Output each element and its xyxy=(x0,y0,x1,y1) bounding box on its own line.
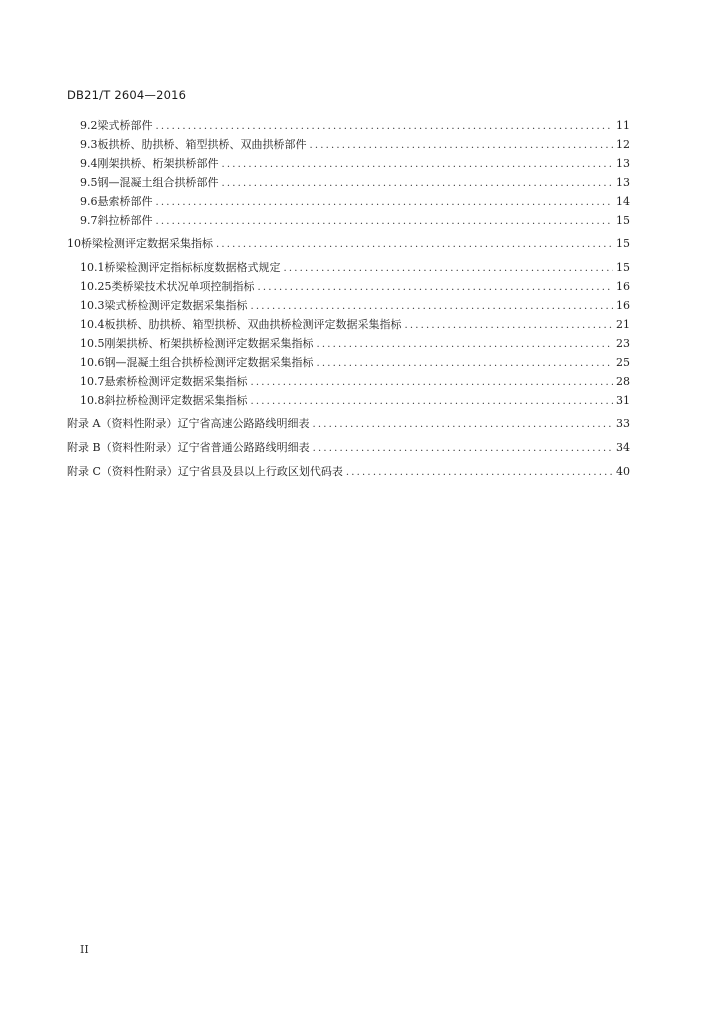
toc-entry-10-1[interactable] xyxy=(80,260,630,276)
toc-leader-dots xyxy=(251,394,614,410)
toc-entry-title: 板拱桥、肋拱桥、箱型拱桥、双曲拱桥检测评定数据采集指标 xyxy=(104,318,402,331)
toc-entry-10-4[interactable] xyxy=(80,317,630,333)
toc-leader-dots xyxy=(156,195,614,211)
toc-entry-title: 斜拉桥部件 xyxy=(97,214,153,227)
toc-entry-title: 悬索桥检测评定数据采集指标 xyxy=(104,375,248,388)
toc-entry-number: 9.2 xyxy=(80,119,98,132)
toc-leader-dots xyxy=(156,119,614,135)
toc-entry-10[interactable] xyxy=(67,236,630,252)
header-rule xyxy=(67,110,630,111)
toc-entry-title: 梁式桥部件 xyxy=(97,119,153,132)
toc-entry-title: 辽宁省普通公路路线明细表 xyxy=(177,441,310,454)
toc-entry-9-4[interactable] xyxy=(80,156,630,172)
page-number: II xyxy=(80,943,89,956)
toc-entry-appendix-c[interactable] xyxy=(67,464,630,480)
toc-entry-number: 10.5 xyxy=(80,337,105,350)
toc-leader-dots xyxy=(251,299,614,315)
toc-entry-number: 附录 B（资料性附录） xyxy=(67,441,178,454)
toc-entry-number: 10.4 xyxy=(80,318,105,331)
toc-entry-number: 9.4 xyxy=(80,157,98,170)
toc-entry-10-2[interactable] xyxy=(80,279,630,295)
toc-entry-page: 11 xyxy=(616,119,630,132)
toc-entry-title: 5类桥梁技术状况单项控制指标 xyxy=(104,280,255,293)
toc-entry-number: 9.6 xyxy=(80,195,98,208)
toc-entry-page: 40 xyxy=(616,465,630,478)
toc-entry-9-7[interactable] xyxy=(80,213,630,229)
toc-entry-page: 31 xyxy=(616,394,630,407)
toc-leader-dots xyxy=(156,214,614,230)
toc-entry-10-6[interactable] xyxy=(80,355,630,371)
toc-entry-9-2[interactable] xyxy=(80,118,630,134)
toc-leader-dots xyxy=(313,441,613,457)
toc-entry-title: 斜拉桥检测评定数据采集指标 xyxy=(104,394,248,407)
toc-entry-page: 21 xyxy=(616,318,630,331)
toc-entry-page: 14 xyxy=(616,195,630,208)
toc-entry-number: 10.3 xyxy=(80,299,105,312)
toc-entry-number: 9.7 xyxy=(80,214,98,227)
toc-leader-dots xyxy=(258,280,614,296)
toc-entry-appendix-b[interactable] xyxy=(67,440,630,456)
toc-entry-title: 刚架拱桥、桁架拱桥部件 xyxy=(97,157,219,170)
toc-leader-dots xyxy=(216,237,613,253)
toc-entry-title: 钢—混凝土组合拱桥部件 xyxy=(97,176,219,189)
toc-entry-page: 13 xyxy=(616,176,630,189)
toc-entry-appendix-a[interactable] xyxy=(67,416,630,432)
toc-entry-title: 板拱桥、肋拱桥、箱型拱桥、双曲拱桥部件 xyxy=(97,138,307,151)
toc-entry-page: 16 xyxy=(616,299,630,312)
toc-entry-number: 10.6 xyxy=(80,356,105,369)
toc-leader-dots xyxy=(317,337,614,353)
toc-entry-title: 桥梁检测评定指标标度数据格式规定 xyxy=(104,261,281,274)
toc-leader-dots xyxy=(405,318,614,334)
toc-entry-title: 梁式桥检测评定数据采集指标 xyxy=(104,299,248,312)
toc-entry-number: 附录 A（资料性附录） xyxy=(67,417,178,430)
toc-entry-number: 10.8 xyxy=(80,394,105,407)
toc-entry-page: 23 xyxy=(616,337,630,350)
toc-entry-page: 34 xyxy=(616,441,630,454)
toc-entry-title: 刚架拱桥、桁架拱桥检测评定数据采集指标 xyxy=(104,337,314,350)
toc-leader-dots xyxy=(251,375,614,391)
toc-entry-title: 辽宁省县及县以上行政区划代码表 xyxy=(177,465,343,478)
toc-entry-page: 15 xyxy=(616,237,630,250)
toc-entry-10-7[interactable] xyxy=(80,374,630,390)
toc-entry-page: 15 xyxy=(616,261,630,274)
toc-entry-page: 28 xyxy=(616,375,630,388)
toc-entry-title: 钢—混凝土组合拱桥检测评定数据采集指标 xyxy=(104,356,314,369)
toc-entry-number: 10.7 xyxy=(80,375,105,388)
toc-entry-10-3[interactable] xyxy=(80,298,630,314)
toc-leader-dots xyxy=(222,176,614,192)
toc-leader-dots xyxy=(222,157,614,173)
toc-entry-page: 12 xyxy=(616,138,630,151)
toc-entry-number: 9.3 xyxy=(80,138,98,151)
toc-leader-dots xyxy=(312,417,613,433)
toc-entry-page: 33 xyxy=(616,417,630,430)
toc-entry-page: 16 xyxy=(616,280,630,293)
toc-entry-9-5[interactable] xyxy=(80,175,630,191)
toc-entry-10-8[interactable] xyxy=(80,393,630,409)
toc-entry-number: 10.2 xyxy=(80,280,105,293)
toc-entry-9-3[interactable] xyxy=(80,137,630,153)
toc-entry-number: 10.1 xyxy=(80,261,105,274)
toc-entry-title: 悬索桥部件 xyxy=(97,195,153,208)
toc-entry-9-6[interactable] xyxy=(80,194,630,210)
toc-entry-10-5[interactable] xyxy=(80,336,630,352)
toc-entry-number: 9.5 xyxy=(80,176,98,189)
toc-leader-dots xyxy=(346,465,613,481)
toc-entry-title: 桥梁检测评定数据采集指标 xyxy=(81,237,213,250)
toc-leader-dots xyxy=(284,261,614,277)
toc-entry-number: 附录 C（资料性附录） xyxy=(67,465,178,478)
toc-leader-dots xyxy=(310,138,614,154)
toc-entry-page: 15 xyxy=(616,214,630,227)
toc-entry-page: 25 xyxy=(616,356,630,369)
toc-entry-title: 辽宁省高速公路路线明细表 xyxy=(177,417,310,430)
toc-entry-page: 13 xyxy=(616,157,630,170)
document-code: DB21/T 2604—2016 xyxy=(67,88,187,102)
toc-entry-number: 10 xyxy=(67,237,81,250)
toc-leader-dots xyxy=(317,356,614,372)
